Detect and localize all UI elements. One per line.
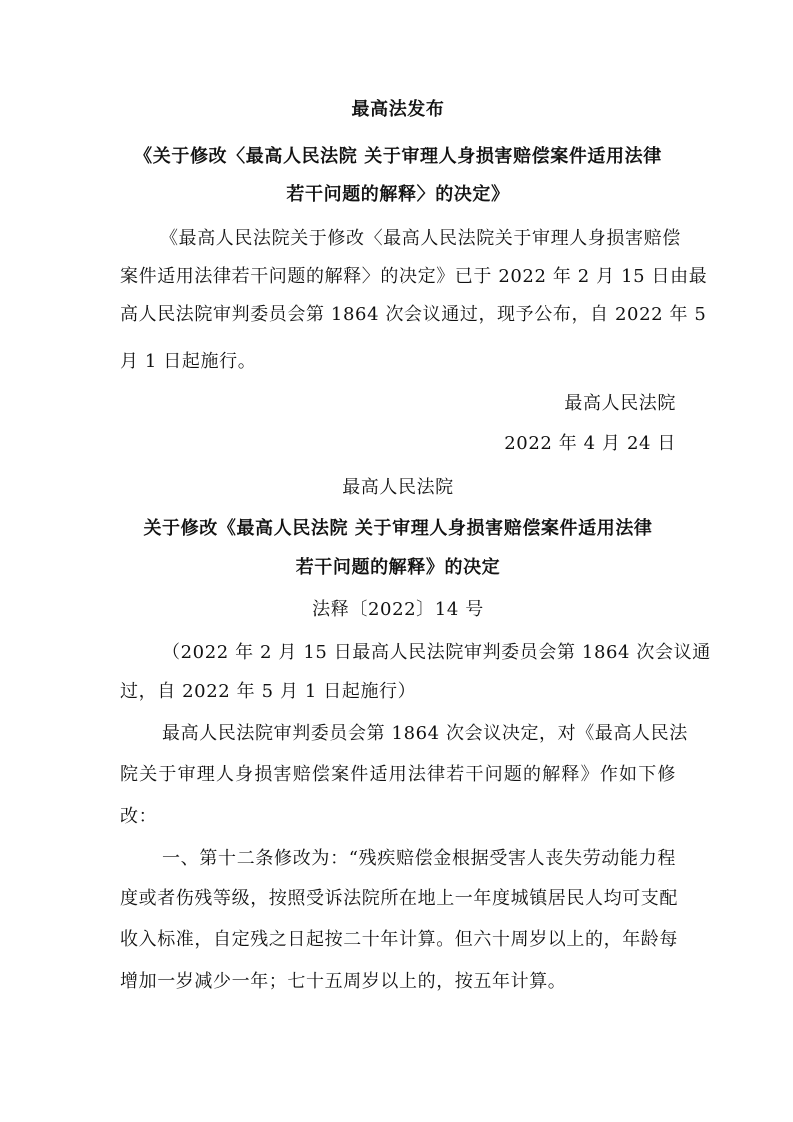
decision-doc-number: 法释〔2022〕14 号 (312, 599, 484, 620)
notice-paragraph-line: 《最高人民法院关于修改〈最高人民法院关于审理人身损害赔偿 (160, 228, 681, 249)
notice-heading: 最高法发布 (351, 99, 445, 120)
decision-intro-line: 最高人民法院审判委员会第 1864 次会议决定，对《最高人民法 (162, 723, 688, 744)
decision-adopted-line: 过，自 2022 年 5 月 1 日起施行） (120, 681, 417, 702)
article-line: 度或者伤残等级，按照受诉法院所在地上一年度城镇居民人均可支配 (120, 888, 678, 909)
notice-date: 2022 年 4 月 24 日 (504, 433, 676, 454)
decision-intro-line: 院关于审理人身损害赔偿案件适用法律若干问题的解释》作如下修 (120, 764, 676, 785)
decision-title-line-1: 关于修改《最高人民法院 关于审理人身损害赔偿案件适用法律 (143, 518, 653, 539)
notice-paragraph-line: 案件适用法律若干问题的解释〉的决定》已于 2022 年 2 月 15 日由最 (120, 266, 708, 287)
decision-title-line-2: 若干问题的解释》的决定 (295, 557, 501, 578)
article-line: 收入标准，自定残之日起按二十年计算。但六十周岁以上的，年龄每 (120, 929, 678, 950)
notice-signature: 最高人民法院 (564, 393, 676, 414)
decision-intro-line: 改： (120, 806, 158, 827)
decision-issuer: 最高人民法院 (342, 477, 454, 498)
article-line: 一、第十二条修改为：“残疾赔偿金根据受害人丧失劳动能力程 (162, 848, 676, 869)
notice-title-line-1: 《关于修改〈最高人民法院 关于审理人身损害赔偿案件适用法律 (134, 146, 662, 167)
notice-paragraph-line: 月 1 日起施行。 (120, 351, 257, 372)
notice-paragraph-line: 高人民法院审判委员会第 1864 次会议通过，现予公布，自 2022 年 5 (120, 304, 707, 325)
notice-title-line-2: 若干问题的解释〉的决定》 (286, 184, 510, 205)
decision-adopted-line: （2022 年 2 月 15 日最高人民法院审判委员会第 1864 次会议通 (162, 642, 711, 663)
article-line: 增加一岁减少一年；七十五周岁以上的，按五年计算。 (120, 971, 567, 992)
